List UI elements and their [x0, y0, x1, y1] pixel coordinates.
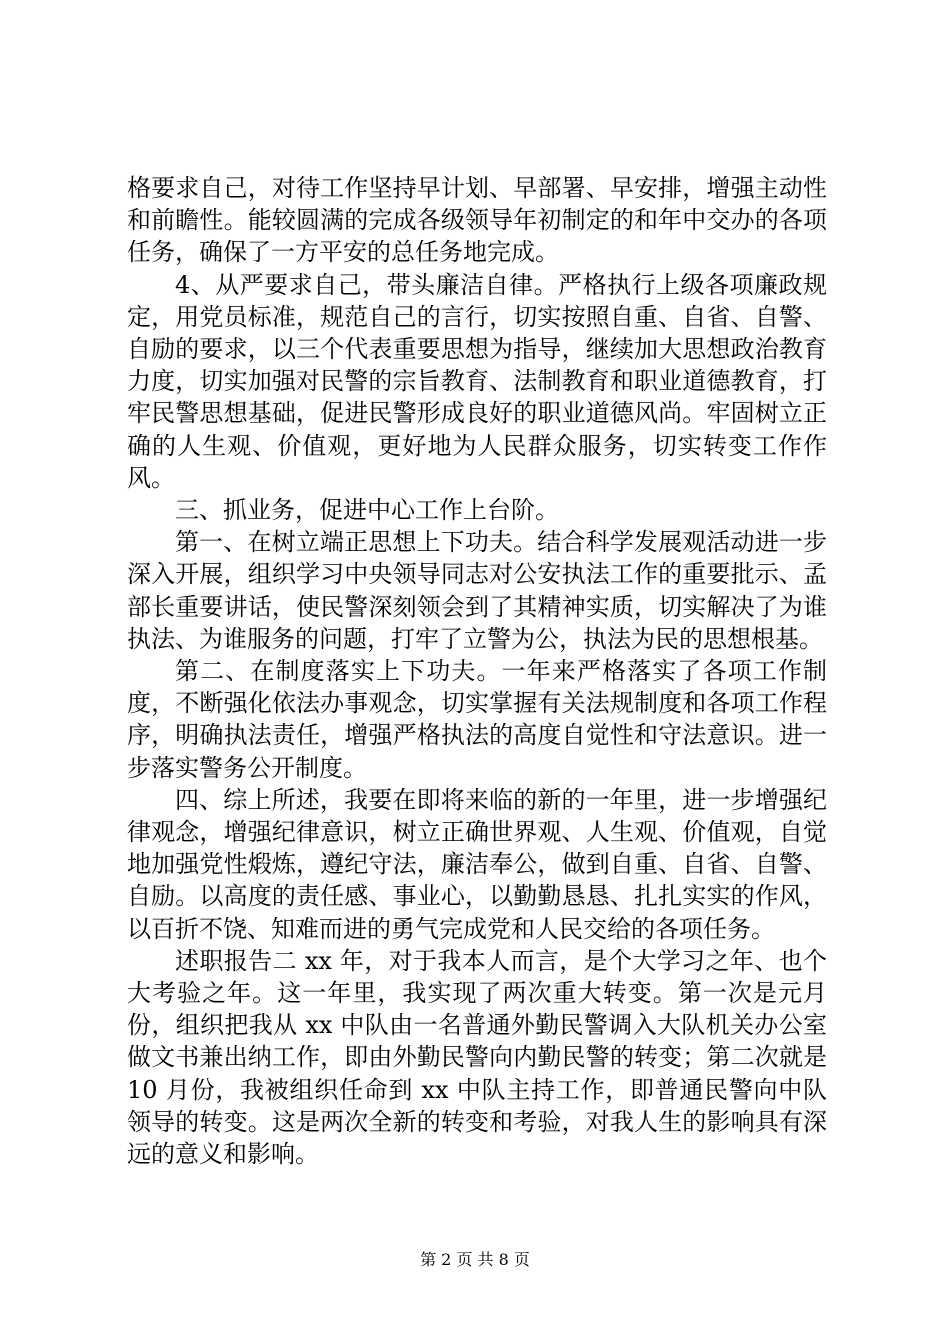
page-number-footer: 第 2 页 共 8 页	[420, 1250, 530, 1269]
paragraph-self-discipline: 4、从严要求自己，带头廉洁自律。严格执行上级各项廉政规定，用党员标准，规范自己的言行，切实按照自重、自省、自警、自励的要求，以三个代表重要思想为指导，继续加大思想政治教育力度，切实加强对民警的宗旨教育、法制教育和职业道德教育，打牢民警思想基础，促进民警形成良好的职业道德风尚。牢固树立正确的人生观、价值观，更好地为人民群众服务，切实转变工作作风。	[127, 270, 827, 492]
paragraph-summary: 四、综上所述，我要在即将来临的新的一年里，进一步增强纪律观念，增强纪律意识，树立正确世界观、人生观、价值观，自觉地加强党性煅炼，遵纪守法，廉洁奉公，做到自重、自省、自警、自励。以高度的责任感、事业心，以勤勤恳恳、扎扎实实的作风，以百折不饶、知难而进的勇气完成党和人民交给的各项任务。	[127, 785, 827, 943]
paragraph-report-two: 述职报告二 xx 年，对于我本人而言，是个大学习之年、也个大考验之年。这一年里，我实现了两次重大转变。第一次是元月份，组织把我从 xx 中队由一名普通外勤民警调入大队机关办公室做文书兼出纳工作，即由外勤民警向内勤民警的转变；第二次就是 10 月份，我被组织任命到 xx 中队主持工作，即普通民警向中队领导的转变。这是两次全新的转变和考验，对我人生的影响具有深远的意义和影响。	[127, 946, 827, 1169]
paragraph-continuation: 格要求自己，对待工作坚持早计划、早部署、早安排，增强主动性和前瞻性。能较圆满的完成各级领导年初制定的和年中交办的各项任务，确保了一方平安的总任务地完成。	[127, 174, 827, 267]
paragraph-first-point: 第一、在树立端正思想上下功夫。结合科学发展观活动进一步深入开展，组织学习中央领导同志对公安执法工作的重要批示、孟部长重要讲话，使民警深刻领会到了其精神实质，切实解决了为谁执法、为谁服务的问题，打牢了立警为公，执法为民的思想根基。	[127, 528, 827, 653]
paragraph-second-point: 第二、在制度落实上下功夫。一年来严格落实了各项工作制度，不断强化依法办事观念，切实掌握有关法规制度和各项工作程序，明确执法责任，增强严格执法的高度自觉性和守法意识。进一步落实警务公开制度。	[127, 657, 827, 782]
document-body	[127, 172, 827, 1170]
section-heading-business: 三、抓业务，促进中心工作上台阶。	[175, 496, 559, 525]
